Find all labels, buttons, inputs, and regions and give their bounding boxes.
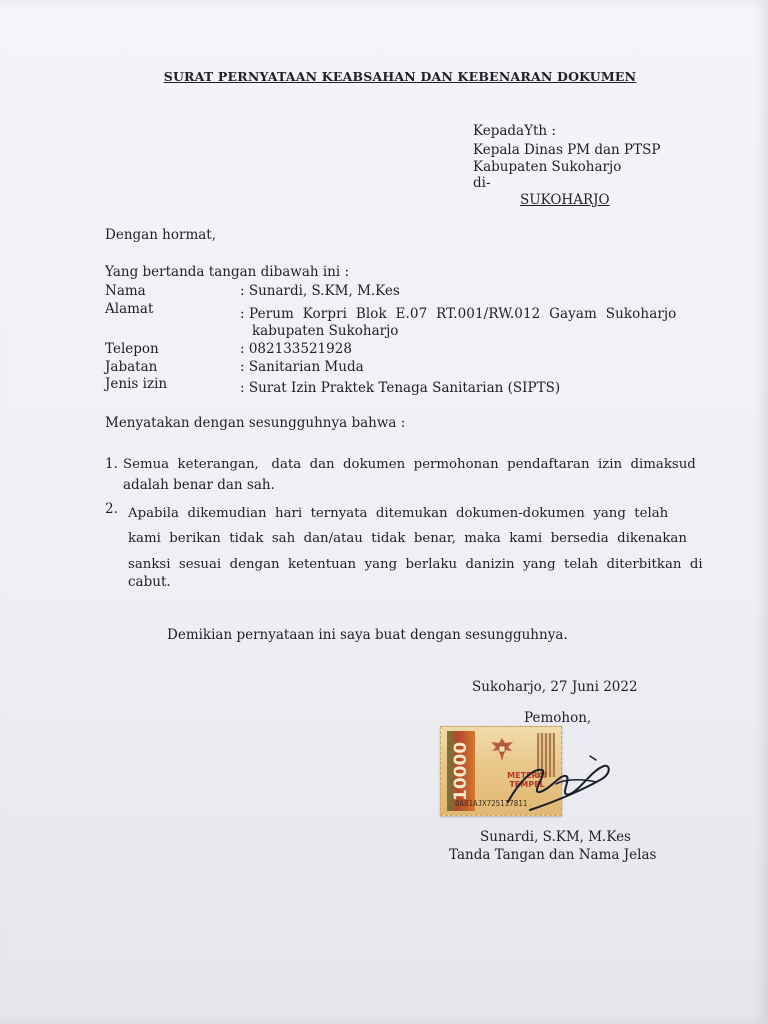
signer-caption: Tanda Tangan dan Nama Jelas [449,847,657,863]
field-value-telepon: : 082133521928 [240,341,352,357]
field-label-jabatan: Jabatan [105,359,158,375]
recipient-line-2: Kepala Dinas PM dan PTSP [473,142,661,158]
item-2-number: 2. [105,501,118,517]
field-value-alamat: : Perum Korpri Blok E.07 RT.001/RW.012 Gayam Sukoharjo [240,306,677,322]
item-2-line-4: cabut. [128,574,171,590]
field-label-telepon: Telepon [105,341,159,357]
recipient-line-1: KepadaYth : [473,123,556,139]
declaration-text: Menyatakan dengan sesungguhnya bahwa : [105,415,406,431]
item-2-line-2: kami berikan tidak sah dan/atau tidak benar, maka kami bersedia dikenakan [128,531,687,546]
item-1-number: 1. [105,456,118,472]
field-value-jabatan: : Sanitarian Muda [240,359,364,375]
signer-name: Sunardi, S.KM, M.Kes [480,829,631,845]
place-date: Sukoharjo, 27 Juni 2022 [472,679,638,695]
intro-text: Yang bertanda tangan dibawah ini : [105,264,350,280]
handwritten-signature [500,740,620,820]
field-value-jenis-izin: : Surat Izin Praktek Tenaga Sanitarian (SIPTS) [240,380,561,396]
item-1-line-2: adalah benar dan sah. [123,477,275,493]
stamp-value: 10000 [451,741,471,801]
item-2-line-3: sanksi sesuai dengan ketentuan yang berlaku danizin yang telah diterbitkan di [128,557,703,572]
applicant-label: Pemohon, [524,710,592,726]
stamp-serial: 0A81AJX725117811 [455,799,528,808]
recipient-line-4: di- [473,175,491,191]
greeting: Dengan hormat, [105,227,217,243]
document-title: SURAT PERNYATAAN KEABSAHAN DAN KEBENARAN DOKUMEN [163,69,637,84]
field-value-nama: : Sunardi, S.KM, M.Kes [240,283,400,299]
field-label-alamat: Alamat [105,301,154,317]
item-2-line-1: Apabila dikemudian hari ternyata ditemukan dokumen-dokumen yang telah [128,506,669,521]
field-label-nama: Nama [105,283,146,299]
stamp-label: METERAI TEMPEL [507,771,547,789]
field-label-jenis-izin: Jenis izin [105,376,168,392]
item-1-line-1: Semua keterangan, data dan dokumen permohonan pendaftaran izin dimaksud [123,457,696,472]
recipient-line-3: Kabupaten Sukoharjo [473,159,622,175]
field-value-alamat-line-2: kabupaten Sukoharjo [252,323,399,339]
recipient-city: SUKOHARJO [520,192,610,208]
closing-text: Demikian pernyataan ini saya buat dengan sesungguhnya. [167,627,568,643]
